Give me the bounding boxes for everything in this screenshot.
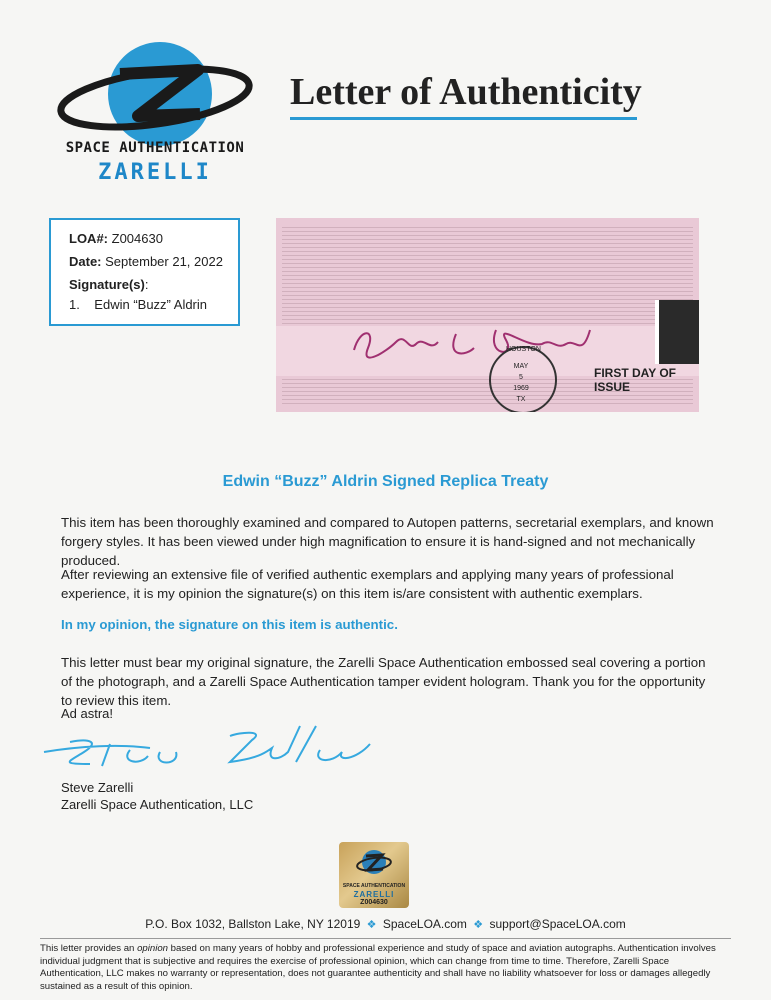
signatures-header bbox=[69, 277, 148, 292]
logo-text-zarelli: ZARELLI bbox=[98, 160, 212, 185]
loa-number-value: Z004630 bbox=[111, 231, 163, 246]
disclaimer-emphasis: opinion bbox=[137, 943, 169, 954]
paragraph-examination: This item has been thoroughly examined and compared to Autopen patterns, secretarial exemplars, and known forgery styles. It has been viewed under high magnification to ensure it is hand-signed and not mechanically produced. bbox=[61, 515, 714, 568]
item-photo bbox=[276, 218, 699, 412]
date-value: September 21, 2022 bbox=[105, 254, 223, 269]
separator-icon: ❖ bbox=[473, 919, 484, 931]
hologram-id: Z004630 bbox=[360, 899, 388, 906]
date-row bbox=[69, 254, 223, 269]
signature-number: 1. bbox=[69, 297, 80, 312]
closing-text: Ad astra! bbox=[61, 706, 114, 721]
signature-list-item bbox=[69, 297, 207, 312]
contact-line bbox=[0, 917, 771, 931]
logo-text-space-authentication: SPACE AUTHENTICATION bbox=[65, 140, 245, 156]
postmark-year: 1969 bbox=[513, 385, 529, 392]
postmark-state: TX bbox=[516, 396, 526, 403]
item-title: Edwin “Buzz” Aldrin Signed Replica Treaty bbox=[222, 473, 549, 490]
zarelli-signature-image bbox=[40, 722, 380, 782]
title-underline bbox=[290, 117, 637, 120]
first-day-of-issue-text: FIRST DAY OF ISSUE bbox=[594, 366, 677, 394]
hologram-text-2: ZARELLI bbox=[353, 890, 395, 899]
disclaimer bbox=[40, 943, 730, 993]
signature-name: Edwin “Buzz” Aldrin bbox=[94, 297, 208, 312]
footer-divider bbox=[40, 938, 731, 939]
signer-company: Zarelli Space Authentication, LLC bbox=[61, 797, 254, 812]
signer-block bbox=[61, 779, 253, 813]
signer-name: Steve Zarelli bbox=[61, 780, 134, 795]
postmark-day: 5 bbox=[519, 374, 523, 381]
aldrin-signature-image bbox=[346, 318, 606, 368]
paragraph-requirements: This letter must bear my original signature, the Zarelli Space Authentication embossed seal covering a portion of the photograph, and a Zarelli Space Authentication tamper evident hologram. Thank you for the opportunity to review this item. bbox=[61, 655, 706, 708]
disclaimer-text-end: based on many years of hobby and professional experience and study of space and aviation autographs. Authentication involves individual judgment that is subjective and requires the exercise of professional opinion, which can change from time to time. Therefore, Zarelli Space Authentication, LLC makes no warranty or representation, does not guarantee authenticity and shall have no liability whatsoever for loss or damages allegedly sustained as a result of this opinion. bbox=[40, 943, 716, 992]
signatures-label: Signature(s) bbox=[69, 277, 145, 292]
hologram-text-1: SPACE AUTHENTICATION bbox=[342, 883, 406, 889]
loa-info-box bbox=[49, 218, 240, 326]
loa-number-row bbox=[69, 231, 163, 246]
contact-website[interactable]: SpaceLOA.com bbox=[382, 917, 467, 931]
opinion-statement: In my opinion, the signature on this item is authentic. bbox=[61, 617, 398, 632]
stamp-image bbox=[655, 300, 699, 364]
contact-email[interactable]: support@SpaceLOA.com bbox=[489, 917, 626, 931]
separator-icon: ❖ bbox=[366, 919, 377, 931]
hologram-sticker bbox=[339, 842, 409, 908]
signatures-colon: : bbox=[144, 277, 149, 292]
contact-address: P.O. Box 1032, Ballston Lake, NY 12019 bbox=[145, 917, 361, 931]
date-label: Date: bbox=[69, 254, 102, 269]
hologram-logo-icon bbox=[356, 846, 392, 882]
loa-number-label: LOA#: bbox=[69, 231, 108, 246]
postmark-month: MAY bbox=[513, 363, 529, 370]
paragraph-review: After reviewing an extensive file of verified authentic exemplars and applying many years of professional experience, it is my opinion the signature(s) on this item is/are consistent with authentic exemplars. bbox=[61, 567, 674, 601]
page-title: Letter of Authenticity bbox=[290, 71, 642, 113]
disclaimer-text-start: This letter provides an bbox=[40, 943, 138, 954]
postmark-city: HOUSTON bbox=[506, 346, 541, 353]
